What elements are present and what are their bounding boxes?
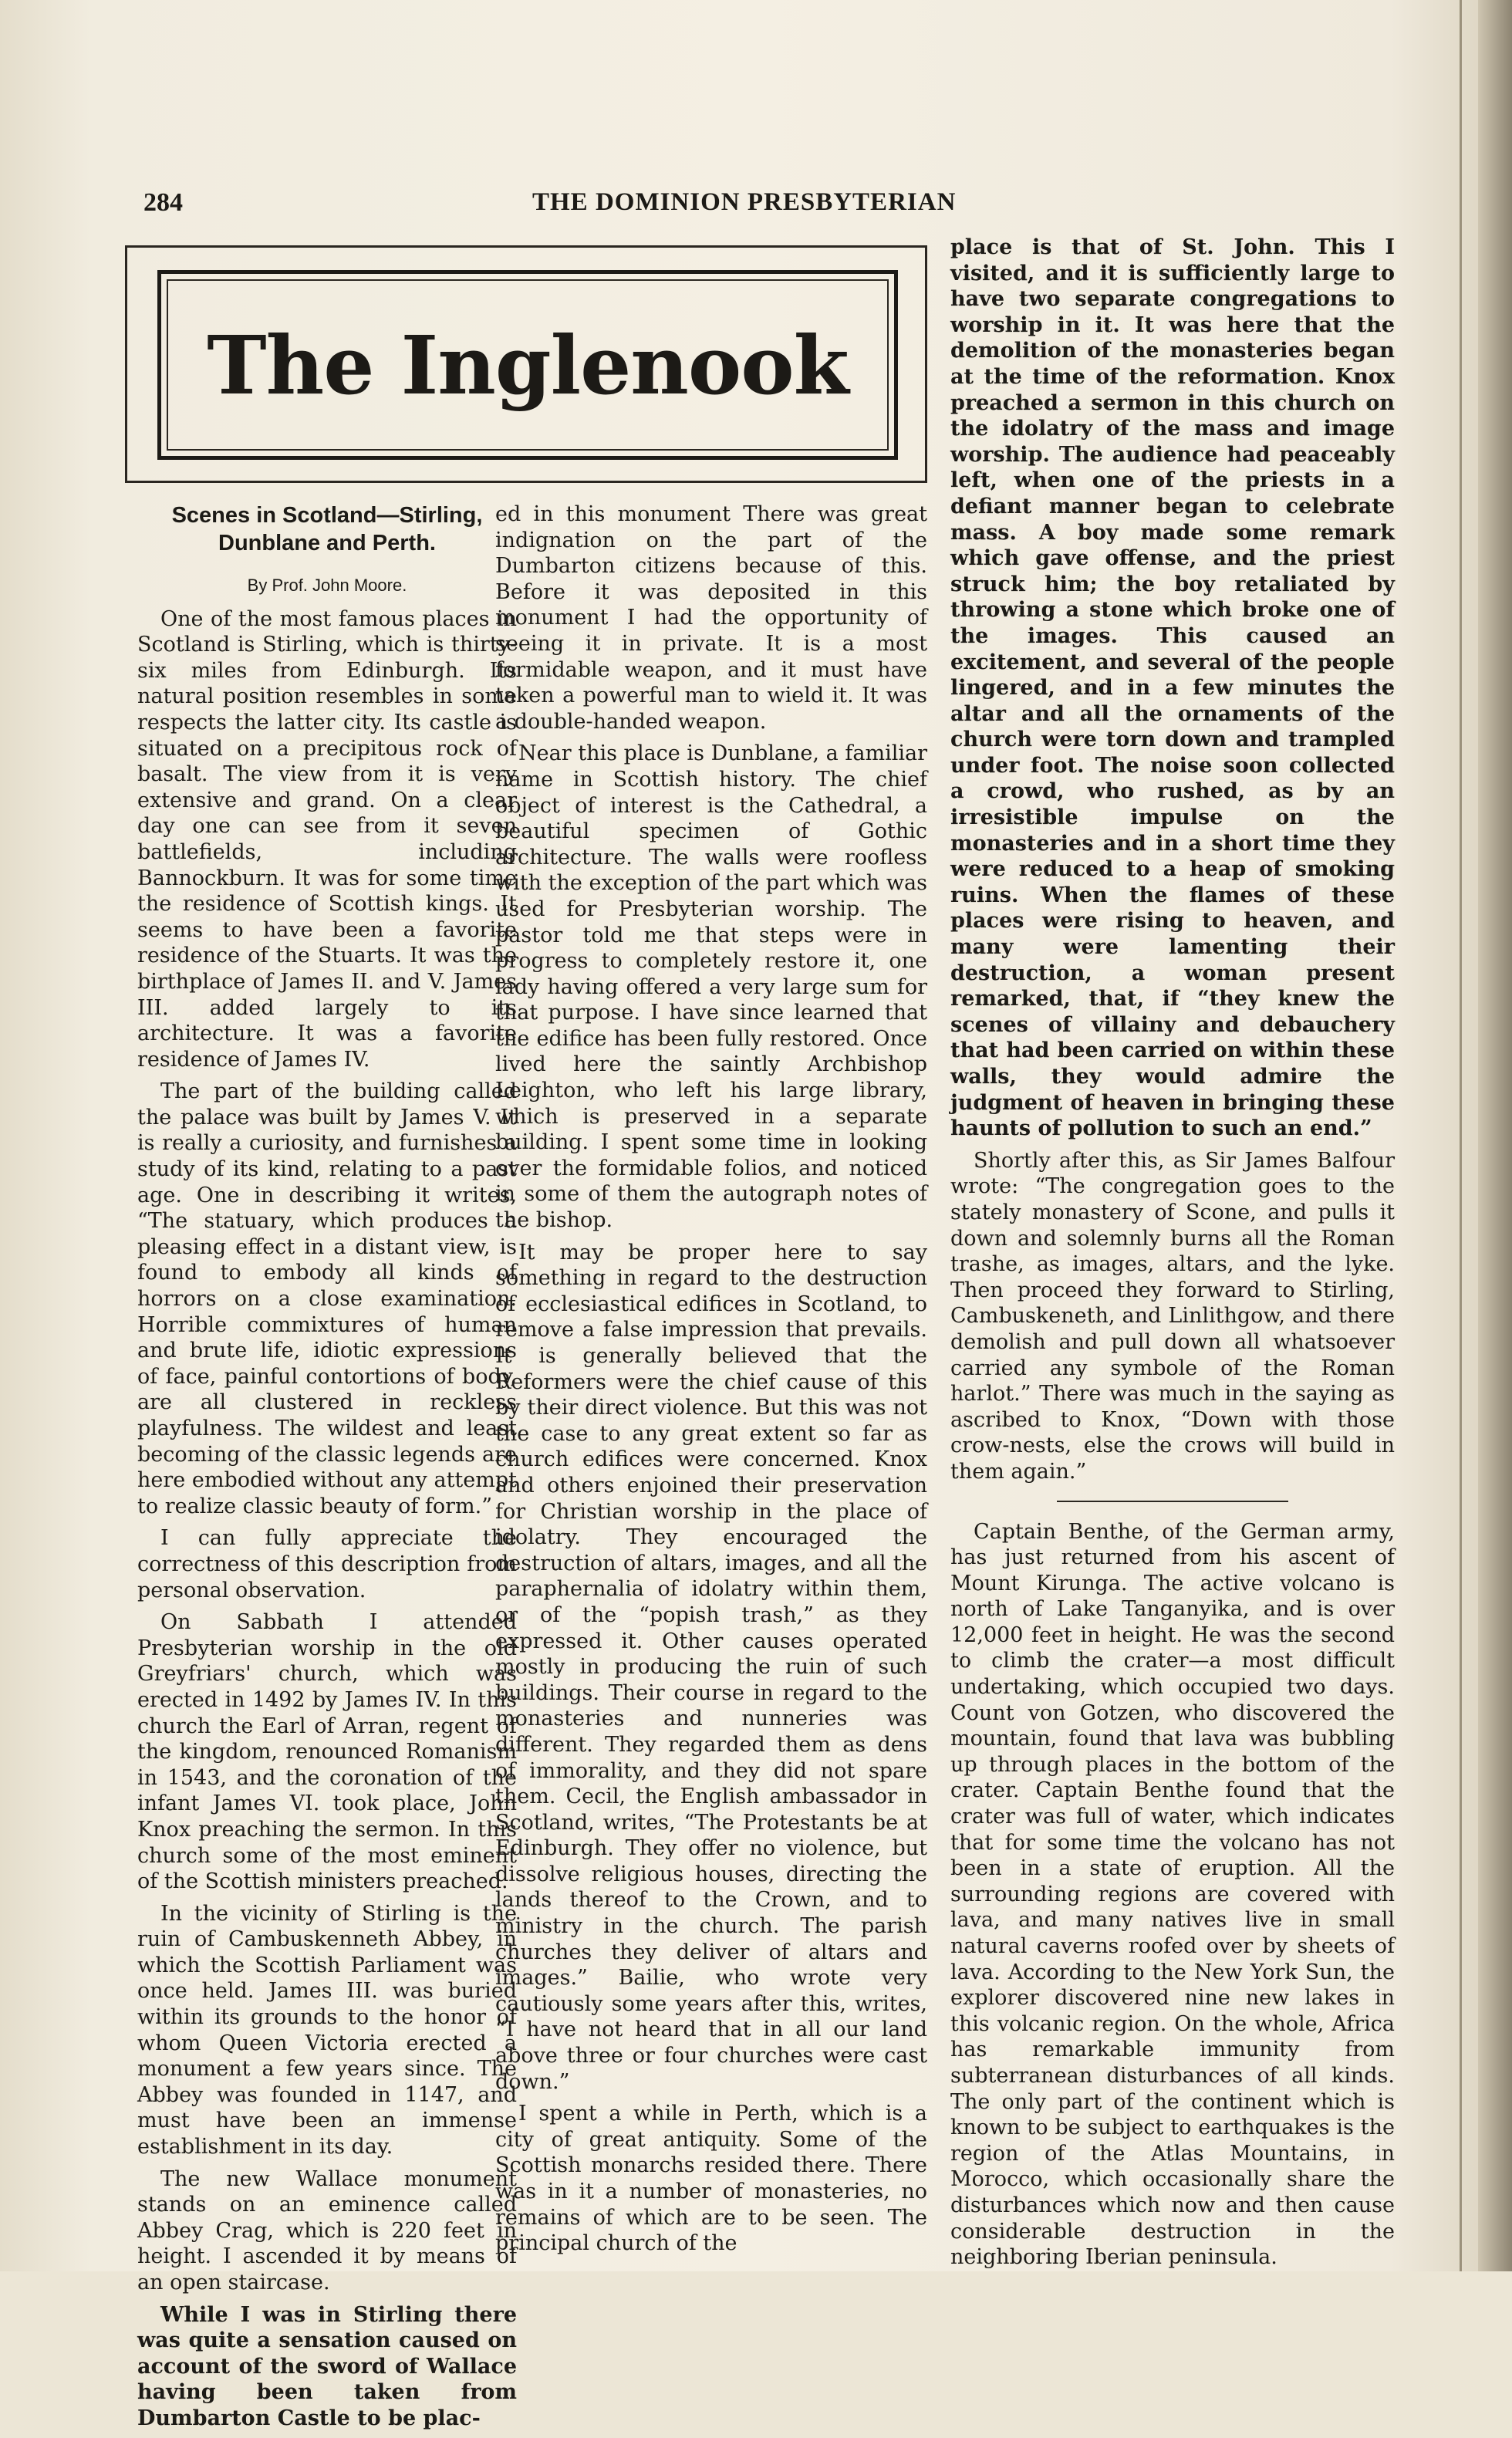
- article-title: Scenes in Scotland—Stirling, Dunblane and Perth.: [171, 503, 483, 555]
- scan-edge-line: [1460, 0, 1462, 2271]
- paragraph: While I was in Stirling there was quite a sensation caused on account of the sword of Wallace having been taken from Dumbarton Castle to be plac-: [137, 2302, 517, 2430]
- scan-edge-shadow: [1478, 0, 1512, 2271]
- paragraph: I spent a while in Perth, which is a city of great antiquity. Some of the Scottish monarchs resided there. There was in it a number of monasteries, no remains of which are to be seen. The principal church of the: [495, 2102, 927, 2256]
- publication-title: THE DOMINION PRESBYTERIAN: [532, 188, 957, 216]
- paragraph: On Sabbath I attended Presbyterian worship in the old Greyfriars' church, which was erected in 1492 by James IV. In this church the Earl of Arran, regent of the kingdom, renounced Romanism in 1543, and the coronation of the infant James VI. took place, John Knox preaching the sermon. In this church some of the most eminent of the Scottish ministers preached.: [137, 1610, 517, 1894]
- paragraph: It may be proper here to say something in regard to the destruction of ecclesiastical edifices in Scotland, to remove a false impression that prevails. It is generally believed that the Reformers were the chief cause of this by their direct violence. But this was not the case to any great extent so far as church edifices were concerned. Knox and others enjoined their preservation for Christian worship in the place of idolatry. They encouraged the destruction of altars, images, and all the paraphernalia of idolatry within them, or of the “popish trash,” as they expressed it. Other causes operated mostly in producing the ruin of such buildings. Their course in regard to the monasteries and nunneries was different. They regarded them as dens of immorality, and they did not spare them. Cecil, the English ambassador in Scotland, writes, “The Protestants be at Edinburgh. They offer no violence, but dissolve religious houses, directing the lands thereof to the Crown, and to ministry in the church. The parish churches they deliver of altars and images.” Bailie, who wrote very cautiously some years after this, writes, “I have not heard that in all our land above three or four churches were cast down.”: [495, 1240, 927, 2094]
- section-banner-title: The Inglenook: [207, 317, 849, 413]
- article-divider: [1057, 1501, 1288, 1502]
- paragraph: In the vicinity of Stirling is the ruin of Cambuskenneth Abbey, in which the Scottish Parliament was once held. James III. was buried within its grounds to the honor of whom Queen Victoria erected a monument a few years since. The Abbey was founded in 1147, and must have been an immense establishment in its day.: [137, 1901, 517, 2159]
- paragraph: Shortly after this, as Sir James Balfour wrote: “The congregation goes to the stately monastery of Scone, and pulls it down and solemnly burns all the Roman trashe, as images, altars, and the lyke. Then proceed they forward to Stirling, Cambuskeneth, and Linlithgow, and there demolish and pull down all whatsoever carried any symbole of the Roman harlot.” There was much in the saying as ascribed to Knox, “Down with those crow-nests, else the crows will build in them again.”: [950, 1148, 1395, 1484]
- article-byline: By Prof. John Moore.: [247, 576, 407, 595]
- paragraph: One of the most famous places in Scotland is Stirling, which is thirty-six miles from Edinburgh. Its natural position resembles in some respects the latter city. Its castle is situated on a precipitous rock of basalt. The view from it is very extensive and grand. On a clear day one can see from it seven battlefields, including Bannockburn. It was for some time the residence of Scottish kings. It seems to have been a favorite residence of the Stuarts. It was the birthplace of James II. and V. James III. added largely to its architecture. It was a favorite residence of James IV.: [137, 606, 517, 1072]
- paragraph: ed in this monument There was great indignation on the part of the Dumbarton citizens because of this. Before it was deposited in this monument I had the opportunity of seeing it in private. It is a most formidable weapon, and it must have taken a powerful man to wield it. It was a double-handed weapon.: [495, 502, 927, 734]
- column-3: [950, 235, 1395, 2277]
- column-1: [137, 501, 517, 2438]
- column-2: [495, 501, 927, 2263]
- page-number: 284: [143, 188, 183, 217]
- paragraph: I can fully appreciate the correctness of this description from personal observation.: [137, 1526, 517, 1602]
- paragraph: The part of the building called the palace was built by James V. It is really a curiosity, and furnishes a study of its kind, relating to a past age. One in describing it writes, “The statuary, which produces a pleasing effect in a distant view, is found to embody all kinds of horrors on a close examination. Horrible commixtures of human and brute life, idiotic expressions of face, painful contortions of body, are all clustered in reckless playfulness. The wildest and least becoming of the classic legends are here embodied without any attempt to realize classic beauty of form.”: [137, 1079, 517, 1518]
- paragraph: Captain Benthe, of the German army, has just returned from his ascent of Mount Kirunga. The active volcano is north of Lake Tanganyika, and is over 12,000 feet in height. He was the second to climb the crater—a most difficult undertaking, which occupied two days. Count von Gotzen, who discovered the mountain, found that lava was bubbling up through places in the bottom of the crater. Captain Benthe found that the crater was full of water, which indicates that for some time the volcano has not been in a state of eruption. All the surrounding regions are covered with lava, and many natives live in small natural caverns roofed over by sheets of lava. According to the New York Sun, the explorer discovered nine new lakes in this volcanic region. On the whole, Africa has remarkable immunity from subterranean disturbances of all kinds. The only part of the continent which is known to be subject to earthquakes is the region of the Atlas Mountains, in Morocco, which occasionally share the disturbances which now and then cause considerable destruction in the neighboring Iberian peninsula.: [950, 1519, 1395, 2270]
- paragraph: The new Wallace monument stands on an eminence called Abbey Crag, which is 220 feet in height. I ascended it by means of an open staircase.: [137, 2166, 517, 2294]
- paragraph: Near this place is Dunblane, a familiar name in Scottish history. The chief object of interest is the Cathedral, a beautiful specimen of Gothic architecture. The walls were roofless with the exception of the part which was used for Presbyterian worship. The pastor told me that steps were in progress to completely restore it, one lady having offered a very large sum for that purpose. I have since learned that the edifice has been fully restored. Once lived here the saintly Archbishop Leighton, who left his large library, which is preserved in a separate building. I spent some time in looking over the formidable folios, and noticed in some of them the autograph notes of the bishop.: [495, 741, 927, 1233]
- paragraph: place is that of St. John. This I visited, and it is sufficiently large to have two separate congregations to worship in it. It was here that the demolition of the monasteries began at the time of the reformation. Knox preached a sermon in this church on the idolatry of the mass and image worship. The audience had peaceably left, when one of the priests in a defiant manner began to celebrate mass. A boy made some remark which gave offense, and the priest struck him; the boy retaliated by throwing a stone which broke one of the images. This caused an excitement, and several of the people lingered, and in a few minutes the altar and all the ornaments of the church were torn down and trampled under foot. The noise soon collected a crowd, who rushed, as by an irresistible impulse on the monasteries and in a short time they were reduced to a heap of smoking ruins. When the flames of these places were rising to heaven, and many were lamenting their destruction, a woman present remarked, that, if “they knew the scenes of villainy and debauchery that had been carried on within these walls, they would admire the judgment of heaven in bringing these haunts of pollution to such an end.”: [950, 235, 1395, 1141]
